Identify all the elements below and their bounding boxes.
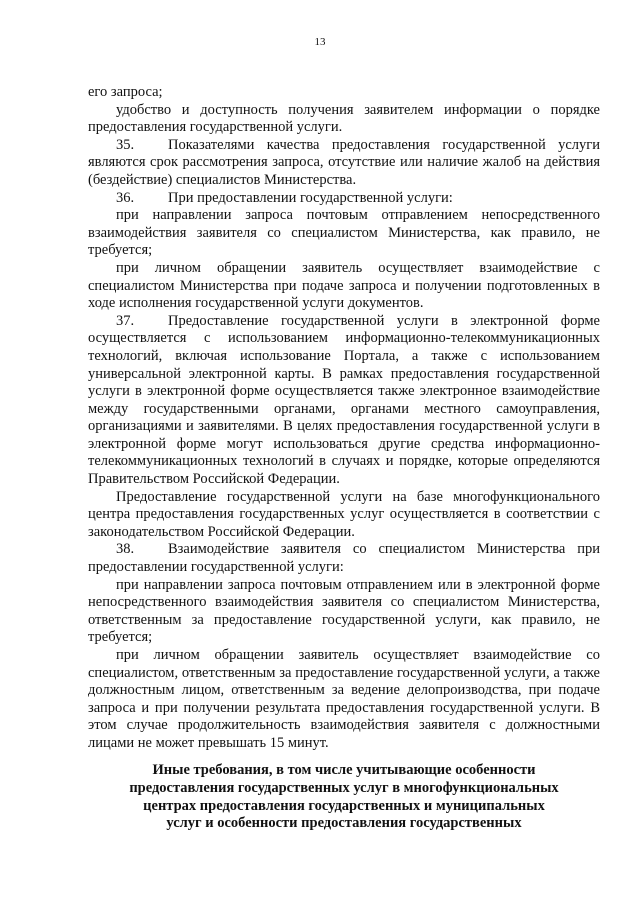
clause-35 — [88, 137, 600, 190]
document-body — [88, 84, 600, 753]
heading-line: Иные требования, в том числе учитывающие особенности — [152, 762, 536, 778]
clause-number: 37. — [116, 312, 135, 329]
clause-number: 38. — [116, 541, 135, 558]
paragraph-10: при личном обращении заявитель осуществляет взаимодействие со специалистом, ответственным за предоставление государственной услуги, а также должностным лицом, ответственным за ведение делопроизводства, при подаче запроса и при получении результата предоставления государственной услуги. В этом случае продолжительность взаимодействия заявителя с должностными лицами не может превышать 15 минут. — [88, 647, 600, 751]
paragraph-4: при направлении запроса почтовым отправлением непосредственного взаимодействия заявителя со специалистом Министерства, как правило, не требуется; — [88, 207, 600, 259]
clause-text: Предоставление государственной услуги в электронной форме осуществляется с использованием информационно-телекоммуникационных технологий, включая использование Портала, а также с использованием универсальной электронной карты. В рамках предоставления государственной услуги в электронной форме осуществляется также электронное взаимодействие между государственными органами, органами местного самоуправления, организациями и заявителями. В целях предоставления государственной услуги в электронной форме могут использоваться другие средства информационно-телекоммуникационных технологий в случаях и порядке, которые определяются Правительством Российской Федерации. — [88, 312, 600, 488]
clause-text: Взаимодействие заявителя со специалистом Министерства при предоставлении государственной услуги: — [88, 541, 600, 576]
heading-line: предоставления государственных услуг в многофункциональных — [129, 779, 559, 796]
clause-number: 36. — [116, 189, 135, 206]
paragraph-5: при личном обращении заявитель осуществляет взаимодействие с специалистом Министерства при подаче запроса и получении подготовленных в ходе исполнения государственной услуги документов. — [88, 259, 600, 312]
heading-line: услуг и особенности предоставления государственных — [166, 815, 522, 832]
paragraph-0: его запроса; — [88, 84, 163, 100]
paragraph-7: Предоставление государственной услуги на базе многофункционального центра предоставления государственных услуг осуществляется в соответствии с законодательством Российской Федерации. — [88, 488, 600, 540]
clause-text: При предоставлении государственной услуги: — [168, 189, 453, 206]
paragraph-9: при направлении запроса почтовым отправлением или в электронной форме непосредственного взаимодействия заявителя со специалистом Министерства, ответственным за предоставление государственной услуги, как правило, не требуется; — [88, 576, 600, 646]
paragraph-1: удобство и доступность получения заявителем информации о порядке предоставления государственной услуги. — [88, 101, 600, 136]
clause-38 — [88, 541, 600, 576]
page-number: 13 — [314, 36, 326, 48]
section-heading — [88, 762, 600, 833]
heading-line: центрах предоставления государственных и муниципальных — [143, 797, 545, 814]
clause-text: Показателями качества предоставления государственной услуги являются срок рассмотрения запроса, отсутствие или наличие жалоб на действия (бездействие) специалистов Министерства. — [88, 136, 600, 188]
clause-36 — [88, 190, 600, 208]
clause-number: 35. — [116, 136, 135, 153]
clause-37 — [88, 313, 600, 489]
